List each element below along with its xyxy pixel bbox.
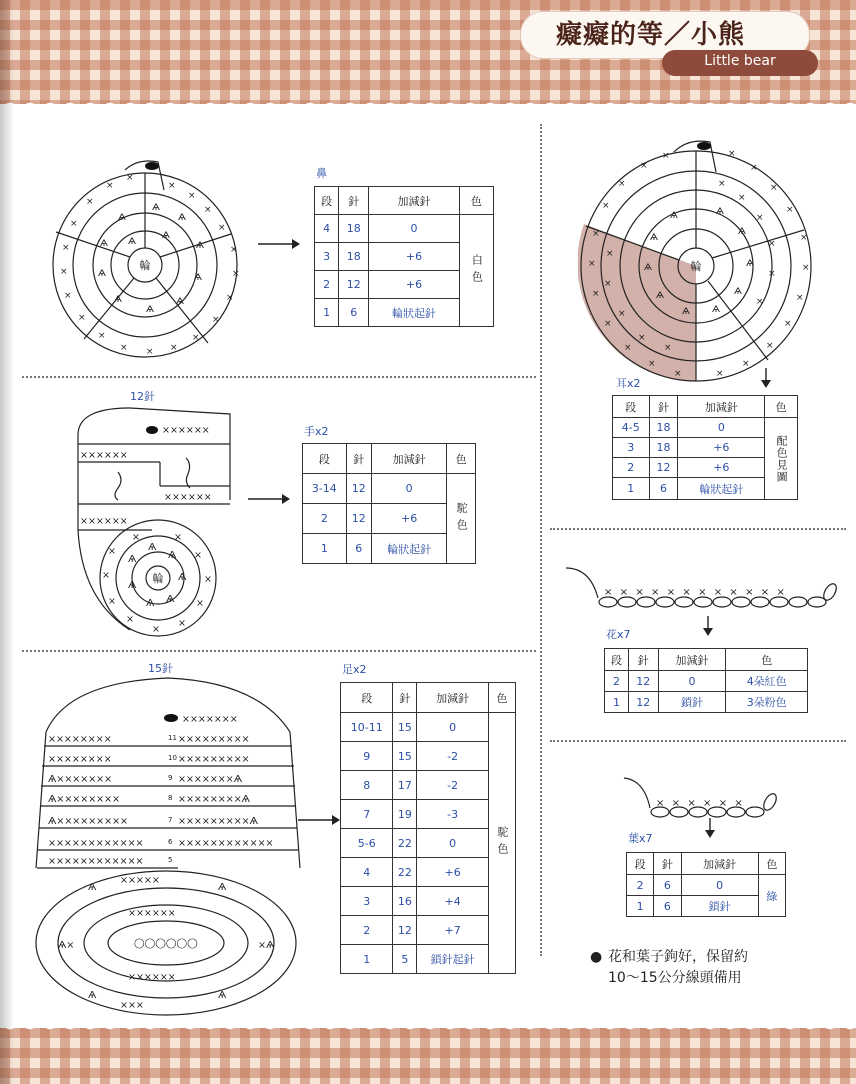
svg-text:××××××××××××: ×××××××××××× [178,838,274,849]
color-cell: 綠 [758,875,785,917]
svg-text:7: 7 [168,816,173,824]
col-header: 加減針 [678,396,765,418]
svg-text:Ѧ: Ѧ [682,307,690,317]
svg-text:×: × [218,223,226,233]
col-header: 加減針 [417,683,489,713]
svg-text:××××××××Ѧ: ××××××××Ѧ [178,794,251,805]
col-header: 針 [339,187,369,215]
header-scallop-edge [0,96,856,110]
svg-text:×: × [624,343,632,353]
col-header: 針 [346,444,371,474]
color-cell: 白色 [459,215,493,327]
svg-text:×××××××××Ѧ: ×××××××××Ѧ [178,816,258,827]
svg-text:Ѧ: Ѧ [114,295,122,305]
svg-text:×: × [638,333,646,343]
table-cell: 3朵粉色 [726,692,808,713]
table-cell: 12 [346,504,371,534]
svg-text:×: × [196,598,204,609]
hand-arrow [248,491,290,507]
svg-text:×: × [78,313,86,323]
table-cell: 9 [341,742,393,771]
svg-text:×: × [126,614,134,625]
table-cell: 2 [303,504,347,534]
svg-text:×: × [86,197,94,207]
table-cell: 22 [393,829,417,858]
hand-center-label: 輪 [152,572,164,585]
section-divider-flower [550,740,846,742]
ear-arrow [758,368,774,388]
col-header: 針 [649,396,678,418]
col-header: 色 [758,853,785,875]
svg-text:×: × [178,618,186,629]
table-cell: 2 [341,916,393,945]
note-line-1: 花和葉子鉤好，保留約 [608,949,748,965]
color-cell: 駝色 [488,713,515,974]
svg-text:×: × [120,343,128,353]
svg-text:×: × [606,249,614,259]
col-header: 段 [341,683,393,713]
svg-text:×: × [168,181,176,191]
svg-text:×: × [212,315,220,325]
page-subtitle: Little bear [704,53,776,69]
svg-text:×××××: ××××× [120,875,160,886]
table-cell: 1 [315,299,339,327]
table-cell: -2 [417,742,489,771]
table-cell: 4 [341,858,393,887]
svg-text:Ѧ: Ѧ [128,554,137,565]
table-cell: 17 [393,771,417,800]
ear-crochet-diagram [578,136,818,386]
table-cell: 1 [303,534,347,564]
svg-text:×: × [64,291,72,301]
svg-text:×××××××Ѧ: ×××××××Ѧ [178,774,243,785]
table-cell: 6 [654,875,681,896]
table-cell: 3 [341,887,393,916]
col-header: 段 [605,649,629,671]
svg-text:×: × [802,263,810,273]
color-cell: 配色見圖 [765,418,798,500]
svg-text:×××××××××: ××××××××× [178,754,250,765]
svg-text:×: × [604,319,612,329]
table-cell: 19 [393,800,417,829]
svg-text:×: × [662,151,670,161]
table-cell: 6 [346,534,371,564]
footer-scallop-edge [0,1022,856,1036]
section-divider-ear [550,528,846,530]
table-cell: 0 [417,713,489,742]
table-cell: 1 [605,692,629,713]
table-cell: 1 [627,896,654,917]
nose-label: 鼻 [316,167,327,180]
col-header: 段 [627,853,654,875]
svg-text:Ѧ: Ѧ [644,263,652,273]
svg-text:×: × [674,369,682,379]
svg-text:×: × [152,624,160,635]
svg-text:×: × [226,293,234,303]
svg-text:5: 5 [168,856,173,864]
svg-text:×: × [756,213,764,223]
svg-text:×: × [750,163,758,173]
note-line-2: 10～15公分線頭備用 [608,970,742,986]
flower-label: 花x7 [606,628,631,641]
svg-text:×: × [194,550,202,561]
table-cell: 12 [346,474,371,504]
column-divider [540,124,542,956]
svg-text:××××××: ×××××× [162,425,210,436]
flower-pattern-table [604,648,808,713]
table-cell: 10-11 [341,713,393,742]
page-title: 癡癡的等／小熊 [556,20,746,50]
svg-text:×: × [70,219,78,229]
table-cell: 0 [417,829,489,858]
svg-text:××××××××××××: ×××××××××××× [604,587,793,598]
svg-text:××××××: ×××××× [164,492,212,503]
hand-label: 手x2 [304,425,329,438]
col-header: 段 [315,187,339,215]
svg-text:Ѧ: Ѧ [656,291,664,301]
book-gutter-shadow [0,0,14,1084]
table-cell: 3 [613,438,650,458]
svg-text:×: × [106,181,114,191]
svg-text:×: × [768,269,776,279]
table-cell: 2 [605,671,629,692]
svg-text:Ѧ: Ѧ [162,231,170,241]
table-cell: 8 [341,771,393,800]
svg-text:×: × [102,570,110,581]
svg-text:×: × [718,179,726,189]
svg-text:×: × [188,191,196,201]
table-cell: +7 [417,916,489,945]
svg-text:11: 11 [168,734,177,742]
svg-text:Ѧ: Ѧ [218,882,227,893]
svg-text:×: × [716,369,724,379]
svg-text:×: × [604,279,612,289]
flower-chain-diagram [562,562,842,614]
table-cell: 18 [649,418,678,438]
table-cell: 4-5 [613,418,650,438]
svg-text:6: 6 [168,838,173,846]
svg-text:Ѧ: Ѧ [178,572,187,583]
svg-text:Ѧ: Ѧ [738,227,746,237]
svg-text:×××××××××: ××××××××× [178,734,250,745]
svg-text:××××××: ×××××× [128,972,176,983]
leaf-arrow [702,818,718,838]
svg-text:×: × [728,149,736,159]
col-header: 色 [447,444,476,474]
svg-text:×: × [602,201,610,211]
table-cell: 5 [393,945,417,974]
svg-text:×: × [786,205,794,215]
svg-text:×: × [204,205,212,215]
col-header: 色 [726,649,808,671]
col-header: 加減針 [658,649,726,671]
col-header: 色 [459,187,493,215]
table-cell: 0 [681,875,758,896]
foot-pattern-table [340,682,516,974]
svg-text:Ѧ×××××××: Ѧ××××××× [48,774,113,785]
ear-center-label: 輪 [690,260,702,273]
svg-text:8: 8 [168,794,173,802]
table-cell: 2 [315,271,339,299]
table-cell: 4 [315,215,339,243]
table-cell: 6 [654,896,681,917]
table-cell: 16 [393,887,417,916]
svg-text:◯◯◯◯◯◯: ◯◯◯◯◯◯ [134,938,198,949]
svg-text:××××××××: ×××××××× [48,754,112,765]
svg-text:×: × [230,245,238,255]
svg-text:9: 9 [168,774,173,782]
table-cell: +6 [678,438,765,458]
svg-text:×: × [592,229,600,239]
table-cell: 5-6 [341,829,393,858]
svg-text:Ѧ: Ѧ [168,550,177,561]
table-cell: 12 [393,916,417,945]
table-cell: 鎖針 [681,896,758,917]
svg-text:××××××: ×××××× [80,516,128,527]
hand-crochet-diagram [70,400,250,640]
svg-text:×××: ××× [120,1000,144,1011]
table-cell: 2 [613,458,650,478]
svg-text:Ѧ: Ѧ [650,233,658,243]
col-header: 針 [628,649,658,671]
table-cell: +6 [417,858,489,887]
svg-text:Ѧ: Ѧ [218,990,227,1001]
table-cell: 12 [628,671,658,692]
svg-text:×: × [738,193,746,203]
svg-text:××××××: ×××××× [80,450,128,461]
svg-text:×: × [766,341,774,351]
svg-text:×: × [664,343,672,353]
table-cell: 18 [649,438,678,458]
svg-text:×: × [648,359,656,369]
table-cell: 4朵紅色 [726,671,808,692]
table-cell: 15 [393,713,417,742]
col-header: 加減針 [371,444,447,474]
table-cell: +6 [371,504,447,534]
nose-crochet-diagram [48,150,258,365]
svg-text:Ѧ: Ѧ [118,213,126,223]
svg-text:×: × [60,267,68,277]
col-header: 加減針 [681,853,758,875]
table-cell: 12 [339,271,369,299]
svg-text:×: × [108,546,116,557]
svg-text:Ѧ: Ѧ [128,237,136,247]
table-cell: 1 [613,478,650,500]
ear-pattern-table [612,395,798,500]
svg-text:×××××××: ××××××× [182,714,238,725]
svg-text:Ѧ: Ѧ [98,269,106,279]
foot-crochet-diagram [28,668,304,1020]
svg-text:×: × [108,596,116,607]
svg-text:Ѧ: Ѧ [128,580,137,591]
table-cell: +6 [369,271,460,299]
bullet-icon: ● [590,949,603,965]
svg-text:Ѧ: Ѧ [88,882,97,893]
svg-text:Ѧ: Ѧ [734,287,742,297]
svg-text:×: × [770,183,778,193]
svg-text:×: × [640,161,648,171]
foot-arrow [298,812,340,828]
svg-text:Ѧ: Ѧ [746,259,754,269]
col-header: 色 [765,396,798,418]
svg-text:Ѧ×: Ѧ× [58,940,75,951]
table-cell: 18 [339,215,369,243]
leaf-label: 葉x7 [628,832,653,845]
col-header: 段 [303,444,347,474]
foot-label: 足x2 [342,663,367,676]
table-cell: +6 [678,458,765,478]
svg-text:Ѧ: Ѧ [100,239,108,249]
table-cell: 18 [339,243,369,271]
table-cell: 1 [341,945,393,974]
svg-text:×: × [174,532,182,543]
svg-text:×: × [126,173,134,183]
svg-text:××××××××: ×××××××× [48,734,112,745]
table-cell: +4 [417,887,489,916]
table-cell: 0 [678,418,765,438]
svg-text:×: × [756,297,764,307]
col-header: 段 [613,396,650,418]
table-cell: 7 [341,800,393,829]
svg-text:×: × [618,179,626,189]
svg-text:×: × [232,269,240,279]
section-divider-nose [22,376,536,378]
svg-text:Ѧ×××××××××: Ѧ××××××××× [48,816,128,827]
svg-text:×: × [742,359,750,369]
svg-text:Ѧ: Ѧ [166,594,175,605]
hand-pattern-table [302,443,476,564]
svg-text:××××××: ×××××× [128,908,176,919]
svg-text:×: × [784,319,792,329]
note [590,947,748,989]
table-cell: 0 [658,671,726,692]
svg-text:×Ѧ: ×Ѧ [258,940,275,951]
svg-text:××××××: ×××××× [656,798,751,809]
svg-text:×: × [62,243,70,253]
svg-text:Ѧ: Ѧ [716,207,724,217]
table-cell: 22 [393,858,417,887]
foot-stitch-label: 15針 [148,662,173,675]
svg-text:×: × [146,347,154,357]
foot-row-numbers [168,734,177,864]
table-cell: -2 [417,771,489,800]
leaf-chain-diagram [620,774,790,820]
svg-text:×: × [132,532,140,543]
nose-arrow [258,236,300,252]
footer-gingham-band [0,1028,856,1084]
section-divider-hand [22,650,536,652]
col-header: 針 [654,853,681,875]
leaf-pattern-table [626,852,786,917]
color-cell: 駝色 [447,474,476,564]
table-cell: 15 [393,742,417,771]
svg-text:Ѧ: Ѧ [152,203,160,213]
table-cell: 6 [339,299,369,327]
nose-pattern-table [314,186,494,327]
col-header: 加減針 [369,187,460,215]
svg-text:Ѧ: Ѧ [194,273,202,283]
table-cell: +6 [369,243,460,271]
svg-text:×: × [618,309,626,319]
table-cell: 輪狀起針 [371,534,447,564]
table-cell: 輪狀起針 [678,478,765,500]
table-cell: 2 [627,875,654,896]
svg-text:Ѧ: Ѧ [196,241,204,251]
svg-text:×: × [204,574,212,585]
svg-text:××××××××××××: ×××××××××××× [48,838,144,849]
svg-text:Ѧ: Ѧ [146,305,154,315]
svg-text:×: × [800,233,808,243]
svg-text:Ѧ: Ѧ [146,598,155,609]
table-cell: 3-14 [303,474,347,504]
col-header: 針 [393,683,417,713]
svg-text:×: × [796,293,804,303]
svg-text:×: × [192,333,200,343]
col-header: 色 [488,683,515,713]
svg-text:Ѧ××××××××: Ѧ×××××××× [48,794,121,805]
table-cell: 0 [371,474,447,504]
svg-text:Ѧ: Ѧ [88,990,97,1001]
table-cell: 鎖針 [658,692,726,713]
svg-text:×: × [98,331,106,341]
table-cell: -3 [417,800,489,829]
table-cell: 12 [649,458,678,478]
table-cell: 輪狀起針 [369,299,460,327]
table-cell: 鎖針起針 [417,945,489,974]
table-cell: 6 [649,478,678,500]
table-cell: 0 [369,215,460,243]
svg-text:×: × [768,239,776,249]
svg-text:Ѧ: Ѧ [712,305,720,315]
svg-text:Ѧ: Ѧ [670,211,678,221]
svg-text:10: 10 [168,754,177,762]
svg-text:×: × [170,343,178,353]
svg-text:Ѧ: Ѧ [176,297,184,307]
flower-arrow [700,616,716,636]
ear-label: 耳x2 [616,377,641,390]
table-cell: 3 [315,243,339,271]
nose-center-label: 輪 [139,259,151,272]
table-cell: 12 [628,692,658,713]
svg-text:Ѧ: Ѧ [178,213,186,223]
svg-text:×: × [588,259,596,269]
svg-text:×: × [592,289,600,299]
hand-stitch-label: 12針 [130,390,155,403]
svg-text:××××××××××××: ×××××××××××× [48,856,144,867]
svg-text:Ѧ: Ѧ [148,542,157,553]
